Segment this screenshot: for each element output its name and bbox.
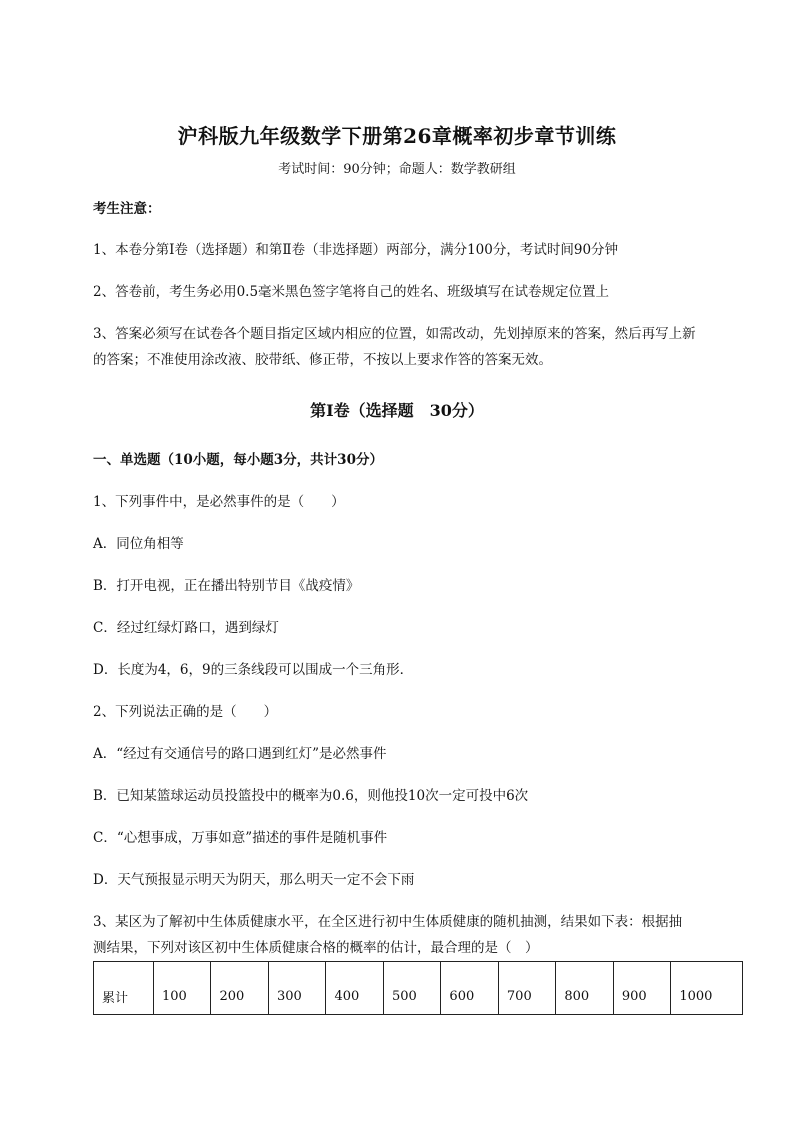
table-cell: 100 (154, 962, 211, 1015)
page-title: 沪科版九年级数学下册第26章概率初步章节训练 (177, 124, 617, 148)
results-table (93, 961, 743, 1015)
notice-item: 1、本卷分第I卷（选择题）和第Ⅱ卷（非选择题）两部分，满分100分，考试时间90分钟 (93, 242, 619, 258)
table-cell: 800 (556, 962, 613, 1015)
table-cell: 500 (383, 962, 440, 1015)
section-title: 第I卷（选择题 30分） (310, 401, 484, 420)
table-cell: 700 (498, 962, 555, 1015)
table-cell: 900 (613, 962, 670, 1015)
table-cell: 600 (441, 962, 498, 1015)
answer-option: A．“经过有交通信号的路口遇到红灯”是必然事件 (93, 746, 387, 762)
table-row (94, 962, 743, 1015)
table-row-label: 累计 (94, 962, 154, 1015)
answer-option: B．打开电视，正在播出特别节目《战疫情》 (93, 578, 360, 594)
question-stem: 测结果，下列对该区初中生体质健康合格的概率的估计，最合理的是（ ） (93, 940, 539, 956)
notice-item: 的答案；不准使用涂改液、胶带纸、修正带，不按以上要求作答的答案无效。 (93, 352, 552, 368)
part-heading: 一、单选题（10小题，每小题3分，共计30分） (93, 452, 383, 468)
table-cell: 1000 (671, 962, 743, 1015)
answer-option: D．天气预报显示明天为阴天，那么明天一定不会下雨 (93, 872, 415, 888)
question-stem: 3、某区为了解初中生体质健康水平，在全区进行初中生体质健康的随机抽测，结果如下表：根据抽 (93, 914, 683, 930)
table-cell: 200 (211, 962, 268, 1015)
exam-info: 考试时间：90分钟；命题人：数学教研组 (278, 162, 516, 177)
notice-heading: 考生注意： (93, 201, 161, 217)
question-stem: 2、下列说法正确的是（ ） (93, 704, 278, 720)
notice-item: 2、答卷前，考生务必用0.5毫米黑色签字笔将自己的姓名、班级填写在试卷规定位置上 (93, 284, 610, 300)
question-stem: 1、下列事件中，是必然事件的是（ ） (93, 494, 345, 510)
answer-option: C．“心想事成，万事如意”描述的事件是随机事件 (93, 830, 388, 846)
notice-item: 3、答案必须写在试卷各个题目指定区域内相应的位置，如需改动，先划掉原来的答案，然后再写上新 (93, 326, 696, 342)
answer-option: A．同位角相等 (93, 536, 184, 552)
answer-option: B．已知某篮球运动员投篮投中的概率为0.6，则他投10次一定可投中6次 (93, 788, 529, 804)
answer-option: C．经过红绿灯路口，遇到绿灯 (93, 620, 279, 636)
table-cell: 300 (268, 962, 325, 1015)
answer-option: D．长度为4，6，9的三条线段可以围成一个三角形． (93, 662, 414, 678)
table-cell: 400 (326, 962, 383, 1015)
